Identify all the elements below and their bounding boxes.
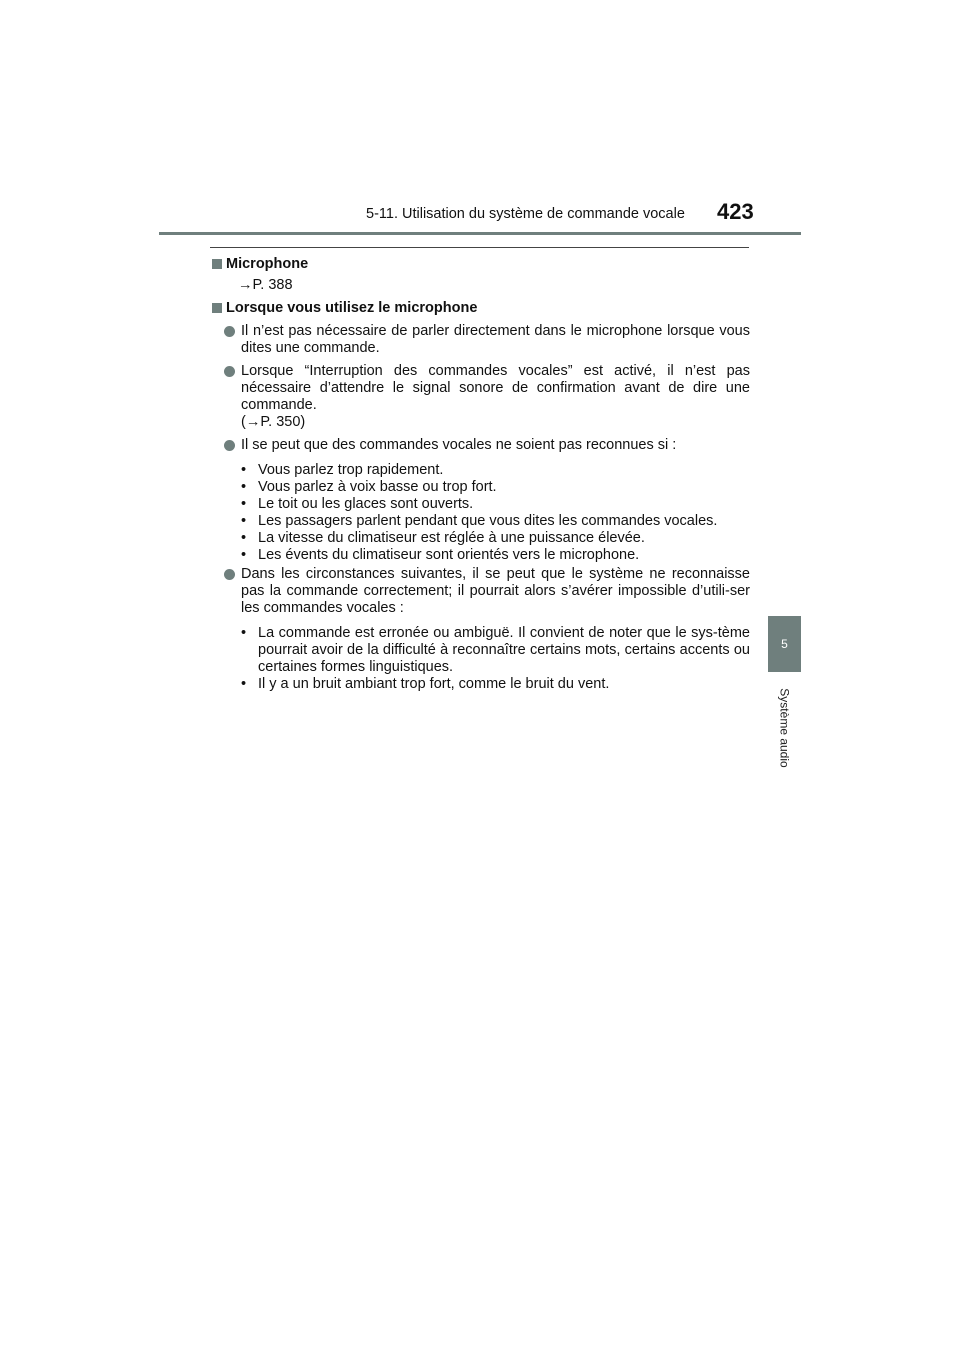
header-title: 5-11. Utilisation du système de commande vocale — [366, 206, 685, 222]
heading-text: Lorsque vous utilisez le microphone — [226, 300, 478, 316]
list-item-text: La commande est erronée ou ambiguë. Il convient de noter que le sys-tème pourrait avoir de la difficulté à reconnaître certains mots, certains accents ou certaines formes linguistiques. — [258, 625, 750, 675]
list-item — [241, 462, 750, 479]
list-item-text: Les passagers parlent pendant que vous dites les commandes vocales. — [258, 513, 718, 529]
bullet-item — [210, 323, 750, 357]
list-item — [241, 513, 750, 530]
section-rule — [210, 247, 749, 248]
header-rule — [159, 232, 801, 235]
list-item-text: Il y a un bruit ambiant trop fort, comme le bruit du vent. — [258, 676, 610, 692]
page-content — [210, 256, 750, 693]
circle-bullet-icon — [224, 366, 235, 377]
bullet-text: Il se peut que des commandes vocales ne soient pas reconnues si : — [241, 437, 677, 453]
list-marker: • — [241, 547, 247, 563]
chapter-label-text: Système audio — [777, 688, 792, 768]
section-heading-microphone — [210, 256, 750, 273]
list-item — [241, 547, 750, 564]
sub-list — [241, 625, 750, 693]
list-item-text: Vous parlez à voix basse ou trop fort. — [258, 479, 497, 495]
chapter-label — [768, 676, 801, 780]
bullet-text: Lorsque “Interruption des commandes vocales” est activé, il n’est pas nécessaire d’attendre le signal sonore de confirmation avant de dire une commande. — [241, 363, 750, 413]
page-number: 423 — [717, 199, 754, 224]
bullet-item — [210, 363, 750, 431]
list-marker: • — [241, 530, 247, 546]
page-reference-link[interactable]: (→P. 350) — [241, 414, 306, 430]
circle-bullet-icon — [224, 326, 235, 337]
chapter-tab: 5 — [768, 616, 801, 672]
list-marker: • — [241, 513, 247, 529]
circle-bullet-icon — [224, 440, 235, 451]
bullet-text: Dans les circonstances suivantes, il se peut que le système ne reconnaisse pas la commande correctement; il pourrait alors s’avérer impossible d’utili-ser les commandes vocales : — [241, 566, 750, 616]
list-item — [241, 496, 750, 513]
list-marker: • — [241, 676, 247, 692]
page-reference-link[interactable]: →P. 388 — [238, 277, 293, 293]
bullet-text-block — [241, 363, 750, 431]
list-item — [241, 625, 750, 676]
square-bullet-icon — [212, 259, 222, 269]
list-item-text: Vous parlez trop rapidement. — [258, 462, 444, 478]
list-marker: • — [241, 479, 247, 495]
list-item-text: Les évents du climatiseur sont orientés vers le microphone. — [258, 547, 640, 563]
list-item — [241, 530, 750, 547]
list-item-text: Le toit ou les glaces sont ouverts. — [258, 496, 474, 512]
bullet-text: Il n’est pas nécessaire de parler directement dans le microphone lorsque vous dites une commande. — [241, 323, 750, 356]
heading-text: Microphone — [226, 256, 309, 272]
list-item — [241, 479, 750, 496]
list-item — [241, 676, 750, 693]
circle-bullet-icon — [224, 569, 235, 580]
bullet-item — [210, 437, 750, 454]
list-marker: • — [241, 462, 247, 478]
list-marker: • — [241, 625, 247, 641]
sub-list — [241, 462, 750, 564]
section-heading-usage — [210, 300, 750, 317]
list-marker: • — [241, 496, 247, 512]
square-bullet-icon — [212, 303, 222, 313]
bullet-item — [210, 566, 750, 617]
list-item-text: La vitesse du climatiseur est réglée à une puissance élevée. — [258, 530, 645, 546]
